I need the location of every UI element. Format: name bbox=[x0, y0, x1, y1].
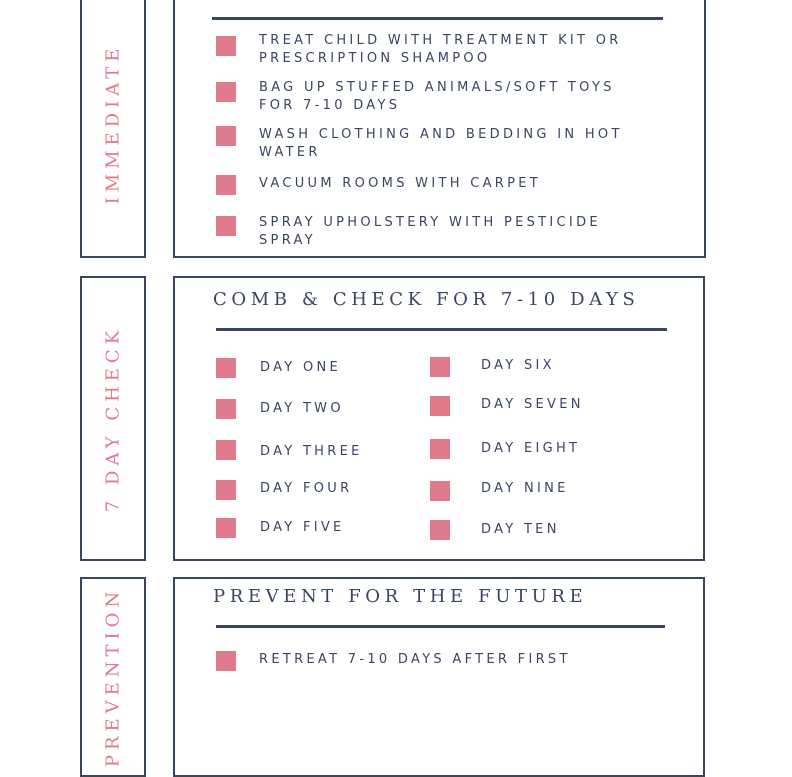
prevention-panel bbox=[173, 577, 705, 777]
immediate-item-label: SPRAY UPHOLSTERY WITH PESTICIDE SPRAY bbox=[259, 215, 601, 248]
day-label: DAY EIGHT bbox=[481, 441, 581, 456]
seven-day-divider bbox=[216, 328, 667, 331]
day-item bbox=[216, 480, 352, 500]
checkbox-square[interactable] bbox=[430, 520, 450, 540]
seven-day-side-label: 7 DAY CHECK bbox=[102, 325, 124, 512]
immediate-side-box bbox=[80, 0, 146, 258]
day-label: DAY ONE bbox=[260, 360, 342, 375]
checkbox-square[interactable] bbox=[430, 481, 450, 501]
checkbox-square[interactable] bbox=[216, 399, 236, 419]
seven-day-side-box bbox=[80, 276, 146, 561]
checkbox-square[interactable] bbox=[430, 357, 450, 377]
seven-day-panel bbox=[173, 276, 705, 561]
seven-day-heading: COMB & CHECK FOR 7-10 DAYS bbox=[213, 289, 640, 310]
checkbox-square[interactable] bbox=[216, 480, 236, 500]
day-item bbox=[430, 439, 580, 459]
day-label: DAY FOUR bbox=[260, 481, 353, 496]
day-label: DAY TEN bbox=[481, 522, 560, 537]
checkbox-square[interactable] bbox=[216, 216, 236, 236]
immediate-item bbox=[216, 175, 656, 195]
checkbox-square[interactable] bbox=[216, 36, 236, 56]
day-item bbox=[216, 440, 363, 461]
prevention-side-label: PREVENTION bbox=[102, 586, 124, 768]
day-label: DAY SEVEN bbox=[481, 397, 584, 412]
checkbox-square[interactable] bbox=[216, 358, 236, 378]
prevention-item-label: RETREAT 7-10 DAYS AFTER FIRST bbox=[259, 652, 571, 667]
checkbox-square[interactable] bbox=[216, 126, 236, 146]
immediate-item-label: BAG UP STUFFED ANIMALS/SOFT TOYS FOR 7-10 DAYS bbox=[259, 80, 615, 113]
day-label: DAY NINE bbox=[481, 481, 569, 496]
checkbox-square[interactable] bbox=[216, 440, 236, 460]
checkbox-square[interactable] bbox=[430, 439, 450, 459]
day-label: DAY THREE bbox=[260, 444, 363, 459]
checkbox-square[interactable] bbox=[216, 175, 236, 195]
checkbox-square[interactable] bbox=[216, 82, 236, 102]
checkbox-square[interactable] bbox=[430, 396, 450, 416]
immediate-item bbox=[216, 79, 656, 115]
prevention-heading: PREVENT FOR THE FUTURE bbox=[213, 586, 588, 607]
prevention-side-box bbox=[80, 577, 146, 777]
day-item bbox=[430, 520, 560, 540]
immediate-divider bbox=[212, 17, 663, 20]
immediate-item-label: WASH CLOTHING AND BEDDING IN HOT WATER bbox=[259, 127, 623, 160]
day-item bbox=[216, 399, 344, 419]
checkbox-square[interactable] bbox=[216, 651, 236, 671]
immediate-side-label: IMMEDIATE bbox=[102, 43, 124, 205]
day-item bbox=[430, 481, 569, 501]
immediate-item-label: VACUUM ROOMS WITH CARPET bbox=[259, 176, 542, 191]
day-label: DAY FIVE bbox=[260, 520, 345, 535]
day-label: DAY TWO bbox=[260, 401, 344, 416]
prevention-divider bbox=[216, 625, 665, 628]
day-label: DAY SIX bbox=[481, 358, 555, 373]
immediate-panel bbox=[173, 0, 706, 258]
day-item bbox=[216, 358, 341, 378]
immediate-item bbox=[216, 214, 656, 250]
immediate-item bbox=[216, 32, 656, 68]
day-item bbox=[430, 396, 584, 416]
day-item bbox=[216, 518, 345, 538]
prevention-item bbox=[216, 651, 656, 671]
day-item bbox=[430, 357, 555, 377]
checkbox-square[interactable] bbox=[216, 518, 236, 538]
immediate-item bbox=[216, 126, 656, 162]
immediate-item-label: TREAT CHILD WITH TREATMENT KIT OR PRESCRIPTION SHAMPOO bbox=[259, 33, 622, 66]
